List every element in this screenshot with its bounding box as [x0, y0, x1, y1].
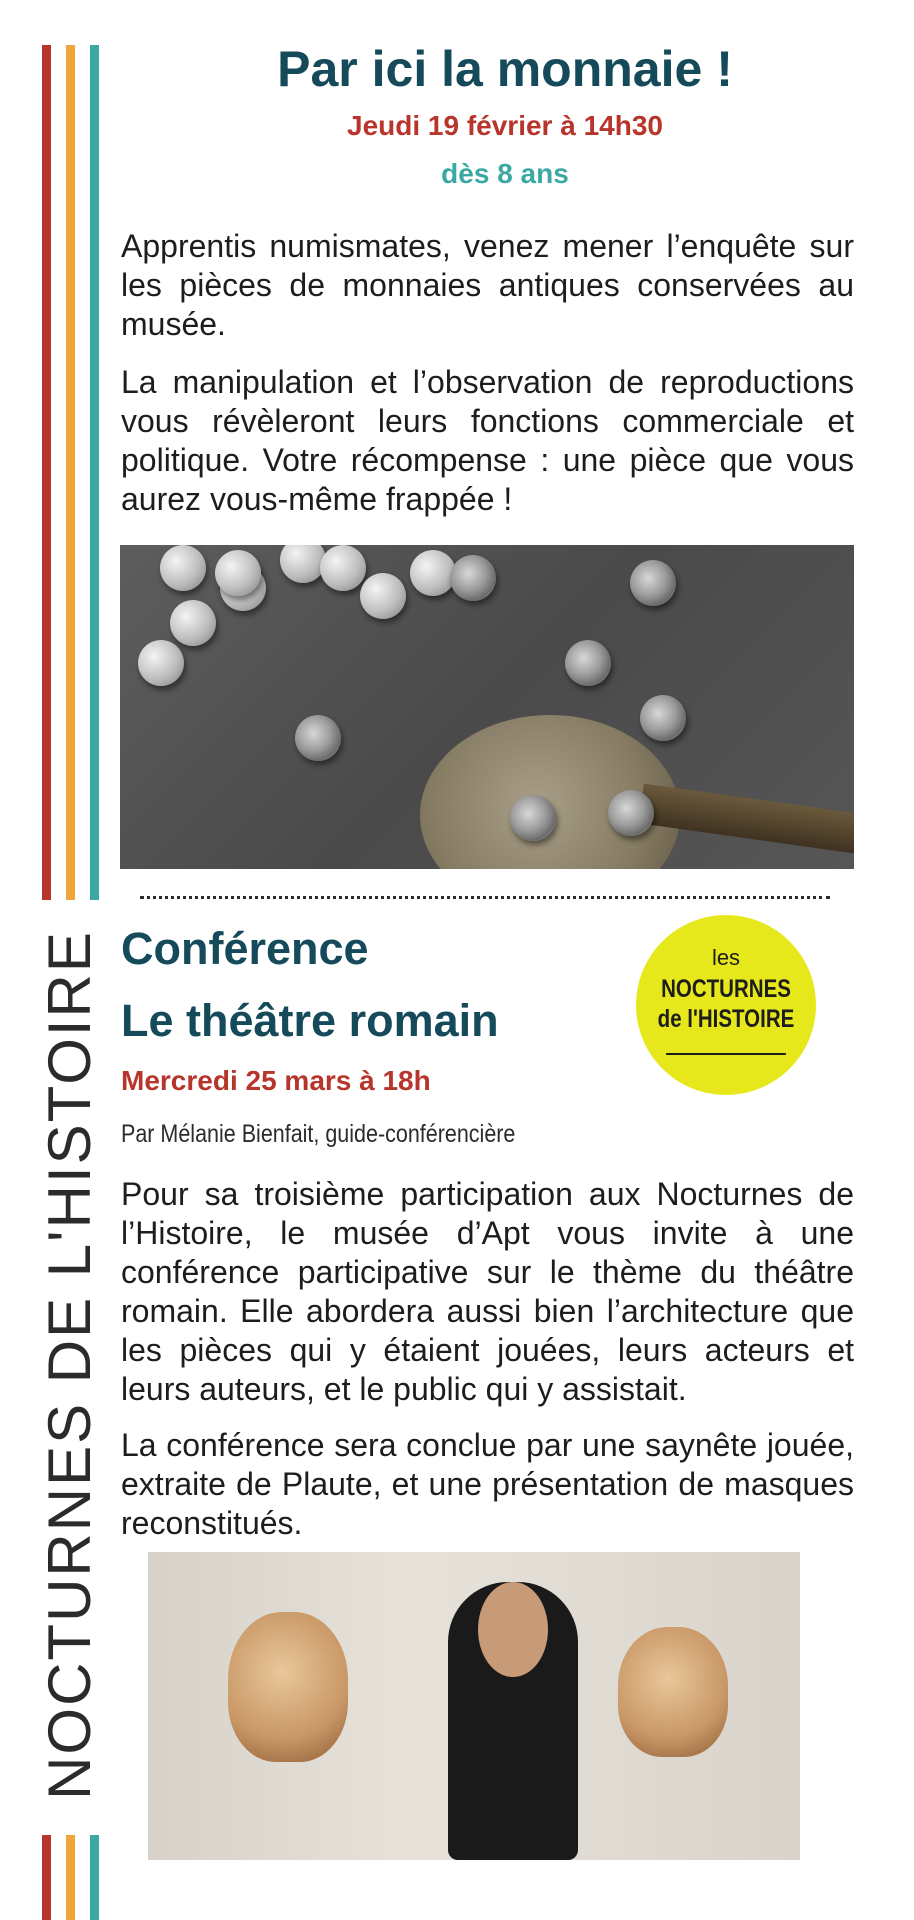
stripe-red-bottom	[42, 1835, 51, 1920]
event2-title-line1: Conférence	[121, 923, 369, 974]
event1-age: dès 8 ans	[441, 158, 569, 189]
stripe-orange-bottom	[66, 1835, 75, 1920]
stripe-teal-top	[90, 45, 99, 900]
coin	[320, 545, 366, 591]
event2-date: Mercredi 25 mars à 18h	[121, 1065, 431, 1096]
coin	[295, 715, 341, 761]
logo-les: les	[711, 945, 741, 970]
event1-paragraph-2: La manipulation et l’observation de reproductions vous révèleront leurs fonctions commerciale et politique. Votre récompense : une pièce que vous aurez vous-même frappée !	[121, 364, 854, 517]
coin	[170, 600, 216, 646]
nocturnes-logo	[636, 915, 816, 1095]
logo-nocturnes: NOCTURNES	[661, 975, 791, 1003]
event2-paragraph-1: Pour sa troisième participation aux Nocturnes de l’Histoire, le musée d’Apt vous invite à une conférence participative sur le thème du théâtre romain. Elle abordera aussi bien l’architecture que les pièces qui y étaient jouées, leurs acteurs et leurs auteurs, et le public qui y assistait.	[121, 1176, 854, 1407]
event1-paragraph-1: Apprentis numismates, venez mener l’enquête sur les pièces de monnaies antiques conservées au musée.	[121, 228, 854, 342]
coin	[160, 545, 206, 591]
coin	[360, 573, 406, 619]
section-divider	[140, 896, 830, 899]
theatre-mask-right	[618, 1627, 728, 1757]
stripe-orange-top	[66, 45, 75, 900]
event1-date: Jeudi 19 février à 14h30	[347, 110, 663, 141]
stripe-teal-bottom	[90, 1835, 99, 1920]
coin	[565, 640, 611, 686]
coin	[630, 560, 676, 606]
coins-photo	[120, 545, 854, 869]
stripe-red-top	[42, 45, 51, 900]
vertical-section-title: NOCTURNES DE L'HISTOIRE	[36, 930, 103, 1800]
coin	[138, 640, 184, 686]
coin	[640, 695, 686, 741]
logo-arc	[666, 1053, 786, 1061]
coin	[608, 790, 654, 836]
logo-histoire: de l'HISTOIRE	[657, 1005, 795, 1033]
coin	[280, 545, 326, 583]
event2-paragraph-2: La conférence sera conclue par une saynête jouée, extraite de Plaute, et une présentation de masques reconstitués.	[121, 1427, 854, 1541]
coin	[410, 550, 456, 596]
masks-photo	[148, 1552, 800, 1860]
coin	[510, 795, 556, 841]
event1-title: Par ici la monnaie !	[277, 41, 733, 97]
coin	[450, 555, 496, 601]
performer-face	[478, 1582, 548, 1677]
theatre-mask-left	[228, 1612, 348, 1762]
event2-speaker: Par Mélanie Bienfait, guide-conférencière	[121, 1120, 516, 1148]
event2-title-line2: Le théâtre romain	[121, 995, 499, 1046]
coin	[215, 550, 261, 596]
